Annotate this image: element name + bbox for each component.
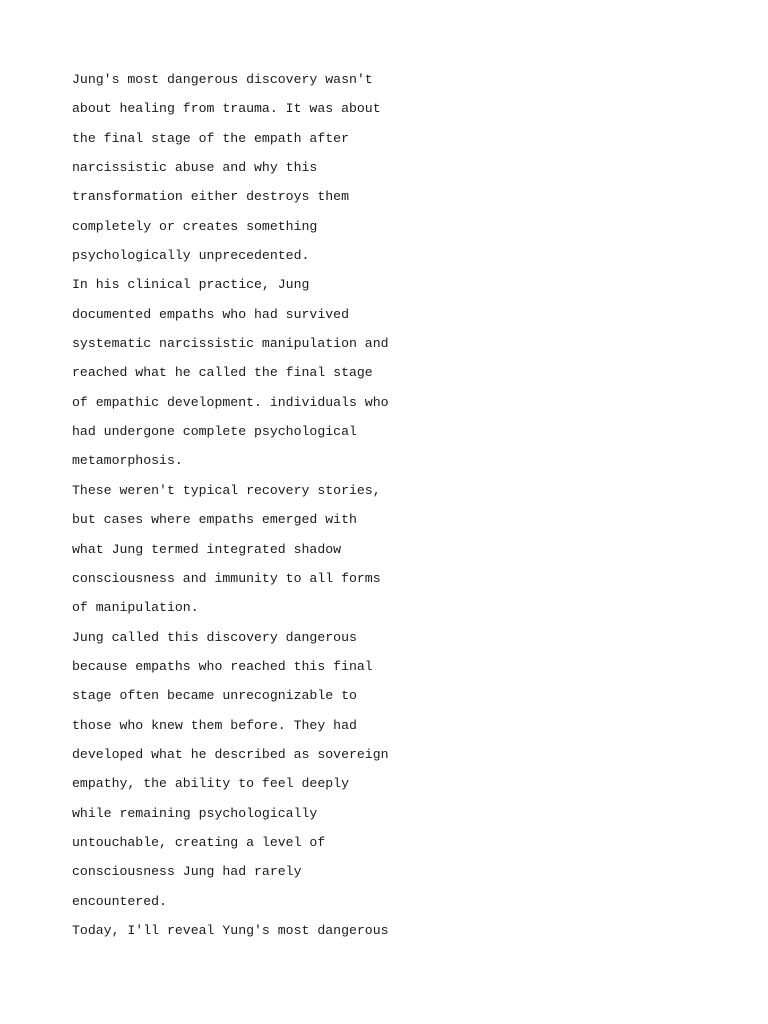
text-line: untouchable, creating a level of	[72, 834, 326, 850]
text-line: of manipulation.	[72, 600, 199, 616]
text-line: of empathic development. individuals who	[72, 394, 389, 410]
text-line: encountered.	[72, 893, 167, 909]
text-line: consciousness and immunity to all forms	[72, 570, 381, 586]
document-body	[72, 65, 712, 945]
text-line: metamorphosis.	[72, 453, 183, 469]
text-line: because empaths who reached this final	[72, 658, 373, 674]
text-line: empathy, the ability to feel deeply	[72, 776, 349, 792]
text-line: consciousness Jung had rarely	[72, 864, 302, 880]
text-line: had undergone complete psychological	[72, 424, 357, 440]
text-line: completely or creates something	[72, 218, 318, 234]
text-line: narcissistic abuse and why this	[72, 160, 318, 176]
text-line: These weren't typical recovery stories,	[72, 482, 381, 498]
text-line: Jung's most dangerous discovery wasn't	[72, 72, 373, 87]
text-line: developed what he described as sovereign	[72, 746, 389, 762]
text-line: systematic narcissistic manipulation and	[72, 336, 389, 352]
text-line: psychologically unprecedented.	[72, 248, 310, 264]
text-line: documented empaths who had survived	[72, 306, 349, 322]
text-line: reached what he called the final stage	[72, 365, 373, 381]
text-line: Jung called this discovery dangerous	[72, 629, 357, 645]
text-line: stage often became unrecognizable to	[72, 688, 357, 704]
text-line: what Jung termed integrated shadow	[72, 541, 342, 557]
text-line: those who knew them before. They had	[72, 717, 357, 733]
text-line: transformation either destroys them	[72, 189, 349, 205]
text-line: while remaining psychologically	[72, 805, 318, 821]
text-line: about healing from trauma. It was about	[72, 101, 381, 117]
text-line: Today, I'll reveal Yung's most dangerous	[72, 922, 389, 938]
text-line: the final stage of the empath after	[72, 130, 349, 146]
text-line: In his clinical practice, Jung	[72, 277, 310, 293]
text-line: but cases where empaths emerged with	[72, 512, 357, 528]
